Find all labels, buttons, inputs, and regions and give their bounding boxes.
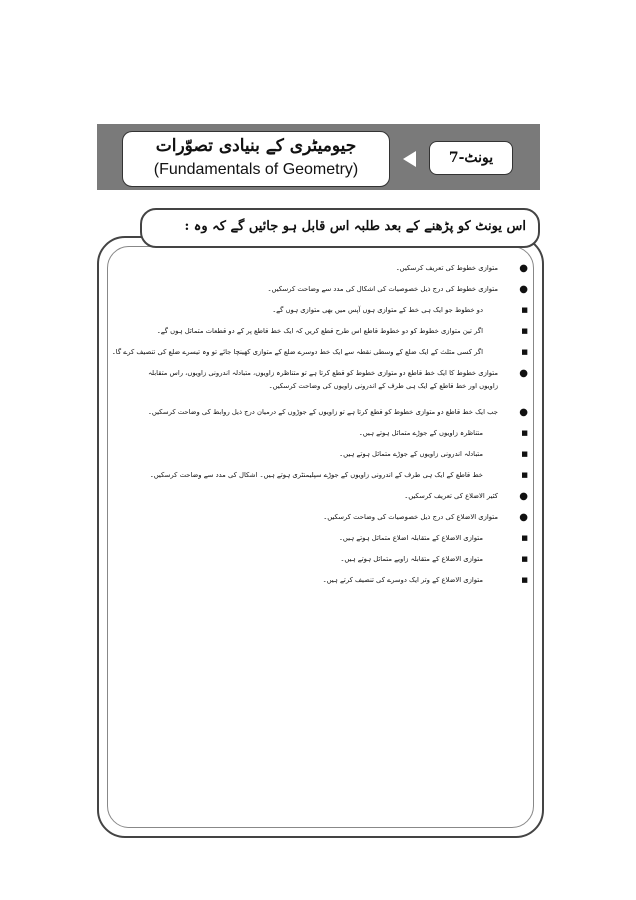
bullet-dot-icon: ● xyxy=(519,284,528,295)
list-item: ■ متناظرہ زاویوں کے جوڑے متماثل ہوتے ہیں۔ xyxy=(128,427,528,440)
list-item: ■ دو خطوط جو ایک ہی خط کے متوازی ہوں آپس میں بھی متوازی ہوں گے۔ xyxy=(128,304,528,317)
bullet-square-icon: ■ xyxy=(521,576,528,584)
list-item: ■ خط قاطع کے ایک ہی طرف کے اندرونی زاویوں کے جوڑے سپلیمنٹری ہوتے ہیں۔ اشکال کی مدد سے وضاحت کرسکیں۔ xyxy=(128,469,528,482)
bullet-square-icon: ■ xyxy=(521,327,528,335)
bullet-square-icon: ■ xyxy=(521,555,528,563)
bullet-dot-icon: ● xyxy=(519,491,528,502)
list-item: ● متوازی خطوط کی تعریف کرسکیں۔ xyxy=(395,263,528,274)
list-item: ● متوازی الاضلاع کی درج ذیل خصوصیات کی وضاحت کرسکیں۔ xyxy=(323,512,528,523)
list-item: ■ اگر تین متوازی خطوط کو دو خطوط قاطع اس طرح قطع کریں کہ ایک خط قاطع پر کے دو قطعات متماثل ہوں گے۔ xyxy=(128,325,528,338)
bullet-square-icon: ■ xyxy=(521,450,528,458)
bullet-square-icon: ■ xyxy=(521,471,528,479)
list-item: ● جب ایک خط قاطع دو متوازی خطوط کو قطع کرتا ہے تو زاویوں کے جوڑوں کے درمیان درج ذیل روابط کی وضاحت کرسکیں۔ xyxy=(147,407,528,418)
unit-number-label: یونٹ-7 xyxy=(429,141,513,175)
unit-title-english: (Fundamentals of Geometry) xyxy=(153,161,359,178)
outcomes-heading-tab xyxy=(140,208,540,248)
list-item: ● کثیر الاضلاع کی تعریف کرسکیں۔ xyxy=(404,491,528,502)
list-item: ■ متوازی الاضلاع کے متقابلہ زاویے متماثل ہوتے ہیں۔ xyxy=(128,553,528,566)
pointer-arrow-icon xyxy=(403,151,416,167)
list-item: ● متوازی خطوط کا ایک خط قاطع دو متوازی خطوط کو قطع کرتا ہے تو متناظرہ زاویوں، متبادلہ اندرونی زاویوں، راس متقابلہ زاویوں اور خط قاطع کے ایک ہی طرف کے اندرونی زاویوں کی وضاحت کرسکیں۔ xyxy=(148,368,528,390)
bullet-square-icon: ■ xyxy=(521,348,528,356)
bullet-square-icon: ■ xyxy=(521,306,528,314)
bullet-dot-icon: ● xyxy=(519,407,528,418)
bullet-square-icon: ■ xyxy=(521,534,528,542)
unit-title-urdu: جیومیٹری کے بنیادی تصوّرات xyxy=(155,136,357,156)
list-item: ● متوازی خطوط کی درج ذیل خصوصیات کی اشکال کی مدد سے وضاحت کرسکیں۔ xyxy=(267,284,528,295)
list-item: ■ متوازی الاضلاع کے متقابلہ اضلاع متماثل ہوتے ہیں۔ xyxy=(128,532,528,545)
bullet-dot-icon: ● xyxy=(519,512,528,523)
bullet-square-icon: ■ xyxy=(521,429,528,437)
unit-title-box xyxy=(122,131,390,187)
outcomes-heading: اس یونٹ کو پڑھنے کے بعد طلبہ اس قابل ہو جائیں گے کہ وہ : xyxy=(184,219,526,234)
list-item: ■ اگر کسی مثلث کے ایک ضلع کے وسطی نقطہ سے ایک خط دوسرے ضلع کے متوازی کھینچا جائے تو وہ تیسرے ضلع کی تنصیف کرے گا۔ xyxy=(128,346,528,359)
bullet-dot-icon: ● xyxy=(519,368,528,379)
list-item: ■ متوازی الاضلاع کے وتر ایک دوسرے کی تنصیف کرتے ہیں۔ xyxy=(128,574,528,587)
bullet-dot-icon: ● xyxy=(519,263,528,274)
list-item: ■ متبادلہ اندرونی زاویوں کے جوڑے متماثل ہوتے ہیں۔ xyxy=(128,448,528,461)
